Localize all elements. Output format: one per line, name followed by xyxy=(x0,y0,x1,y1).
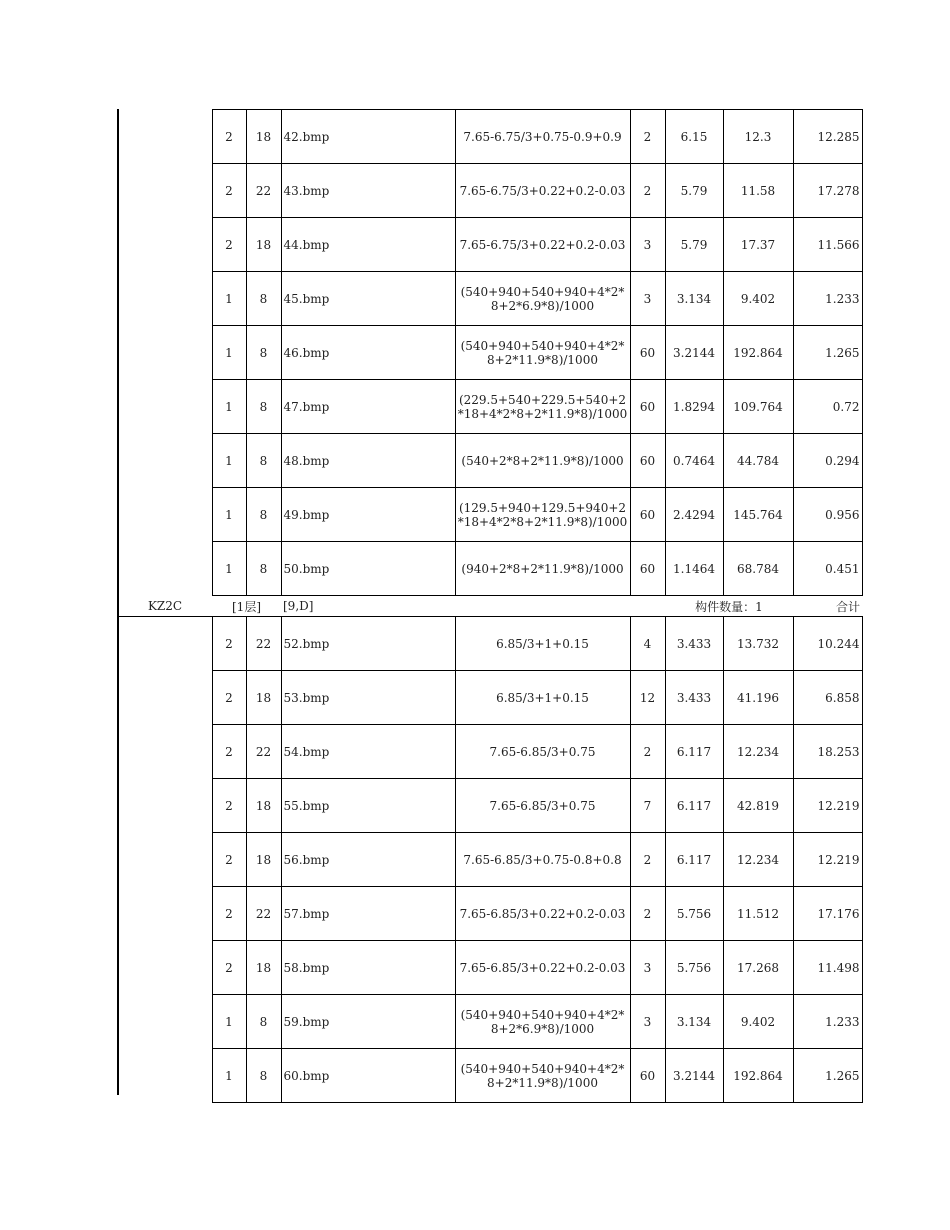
weight-cell: 0.956 xyxy=(793,488,862,542)
total-length-cell: 41.196 xyxy=(723,671,793,725)
weight-cell: 0.294 xyxy=(793,434,862,488)
single-length-cell: 3.134 xyxy=(665,995,723,1049)
single-length-cell: 2.4294 xyxy=(665,488,723,542)
count-cell: 4 xyxy=(630,617,665,671)
single-length-cell: 3.2144 xyxy=(665,1049,723,1103)
formula-cell: 7.65-6.75/3+0.22+0.2-0.03 xyxy=(455,164,630,218)
weight-cell: 12.219 xyxy=(793,779,862,833)
count-cell: 60 xyxy=(630,542,665,596)
formula-cell: (129.5+940+129.5+940+2*18+4*2*8+2*11.9*8)/1000 xyxy=(455,488,630,542)
table-row xyxy=(118,779,862,833)
total-length-cell: 192.864 xyxy=(723,326,793,380)
table-row xyxy=(118,272,862,326)
weight-cell: 17.176 xyxy=(793,887,862,941)
grade-cell: 2 xyxy=(212,941,246,995)
shape-cell: 60.bmp xyxy=(281,1049,455,1103)
table-row xyxy=(118,617,862,671)
count-cell: 3 xyxy=(630,218,665,272)
single-length-cell: 3.134 xyxy=(665,272,723,326)
count-cell: 3 xyxy=(630,272,665,326)
diameter-cell: 22 xyxy=(246,617,281,671)
component-count: 构件数量：1 xyxy=(665,596,793,617)
single-length-cell: 6.117 xyxy=(665,779,723,833)
weight-cell: 11.566 xyxy=(793,218,862,272)
grade-cell: 1 xyxy=(212,542,246,596)
block1-body xyxy=(118,110,862,596)
weight-cell: 1.265 xyxy=(793,1049,862,1103)
total-length-cell: 17.268 xyxy=(723,941,793,995)
shape-cell: 46.bmp xyxy=(281,326,455,380)
total-length-cell: 9.402 xyxy=(723,995,793,1049)
single-length-cell: 0.7464 xyxy=(665,434,723,488)
formula-cell: 7.65-6.75/3+0.75-0.9+0.9 xyxy=(455,110,630,164)
blank-cell xyxy=(118,434,212,488)
blank-cell xyxy=(118,488,212,542)
shape-cell: 56.bmp xyxy=(281,833,455,887)
blank-cell xyxy=(118,671,212,725)
grade-cell: 2 xyxy=(212,887,246,941)
count-cell: 2 xyxy=(630,110,665,164)
component-total-label: 合计 xyxy=(793,596,862,617)
total-length-cell: 13.732 xyxy=(723,617,793,671)
total-length-cell: 11.58 xyxy=(723,164,793,218)
count-cell: 2 xyxy=(630,887,665,941)
weight-cell: 10.244 xyxy=(793,617,862,671)
single-length-cell: 6.117 xyxy=(665,833,723,887)
formula-cell: 7.65-6.75/3+0.22+0.2-0.03 xyxy=(455,218,630,272)
table-row xyxy=(118,164,862,218)
blank-cell xyxy=(118,617,212,671)
diameter-cell: 22 xyxy=(246,887,281,941)
grade-cell: 1 xyxy=(212,434,246,488)
formula-cell: 7.65-6.85/3+0.75-0.8+0.8 xyxy=(455,833,630,887)
table-row xyxy=(118,326,862,380)
diameter-cell: 22 xyxy=(246,725,281,779)
grade-cell: 1 xyxy=(212,995,246,1049)
weight-cell: 1.233 xyxy=(793,272,862,326)
shape-cell: 58.bmp xyxy=(281,941,455,995)
single-length-cell: 3.433 xyxy=(665,671,723,725)
weight-cell: 1.233 xyxy=(793,995,862,1049)
formula-cell: 7.65-6.85/3+0.75 xyxy=(455,779,630,833)
table-row xyxy=(118,218,862,272)
weight-cell: 1.265 xyxy=(793,326,862,380)
count-cell: 60 xyxy=(630,434,665,488)
single-length-cell: 6.15 xyxy=(665,110,723,164)
blank-cell xyxy=(118,110,212,164)
grade-cell: 2 xyxy=(212,218,246,272)
blank-cell xyxy=(118,542,212,596)
count-cell: 7 xyxy=(630,779,665,833)
shape-cell: 47.bmp xyxy=(281,380,455,434)
single-length-cell: 1.8294 xyxy=(665,380,723,434)
grade-cell: 1 xyxy=(212,488,246,542)
single-length-cell: 5.79 xyxy=(665,164,723,218)
blank-cell xyxy=(118,1049,212,1103)
diameter-cell: 8 xyxy=(246,542,281,596)
diameter-cell: 18 xyxy=(246,941,281,995)
single-length-cell: 1.1464 xyxy=(665,542,723,596)
shape-cell: 52.bmp xyxy=(281,617,455,671)
total-length-cell: 12.234 xyxy=(723,833,793,887)
table-row xyxy=(118,110,862,164)
total-length-cell: 42.819 xyxy=(723,779,793,833)
blank-cell xyxy=(118,380,212,434)
formula-cell: (540+940+540+940+4*2*8+2*11.9*8)/1000 xyxy=(455,326,630,380)
single-length-cell: 6.117 xyxy=(665,725,723,779)
weight-cell: 12.285 xyxy=(793,110,862,164)
blank-cell xyxy=(118,218,212,272)
shape-cell: 44.bmp xyxy=(281,218,455,272)
table-row xyxy=(118,941,862,995)
grade-cell: 1 xyxy=(212,326,246,380)
shape-cell: 42.bmp xyxy=(281,110,455,164)
table-row xyxy=(118,380,862,434)
table-row xyxy=(118,488,862,542)
single-length-cell: 5.79 xyxy=(665,218,723,272)
total-length-cell: 68.784 xyxy=(723,542,793,596)
grade-cell: 2 xyxy=(212,833,246,887)
blank-cell xyxy=(118,995,212,1049)
table-row xyxy=(118,995,862,1049)
grade-cell: 2 xyxy=(212,164,246,218)
formula-cell: (540+940+540+940+4*2*8+2*11.9*8)/1000 xyxy=(455,1049,630,1103)
shape-cell: 59.bmp xyxy=(281,995,455,1049)
total-length-cell: 9.402 xyxy=(723,272,793,326)
count-cell: 60 xyxy=(630,380,665,434)
formula-cell: (540+2*8+2*11.9*8)/1000 xyxy=(455,434,630,488)
formula-cell: 7.65-6.85/3+0.22+0.2-0.03 xyxy=(455,941,630,995)
weight-cell: 0.72 xyxy=(793,380,862,434)
diameter-cell: 8 xyxy=(246,272,281,326)
rebar-schedule-sheet xyxy=(118,109,862,1103)
blank-cell xyxy=(118,326,212,380)
total-length-cell: 192.864 xyxy=(723,1049,793,1103)
single-length-cell: 3.433 xyxy=(665,617,723,671)
shape-cell: 50.bmp xyxy=(281,542,455,596)
diameter-cell: 22 xyxy=(246,164,281,218)
blank-cell xyxy=(118,725,212,779)
total-length-cell: 12.3 xyxy=(723,110,793,164)
shape-cell: 49.bmp xyxy=(281,488,455,542)
weight-cell: 6.858 xyxy=(793,671,862,725)
grade-cell: 2 xyxy=(212,671,246,725)
weight-cell: 0.451 xyxy=(793,542,862,596)
formula-cell: (940+2*8+2*11.9*8)/1000 xyxy=(455,542,630,596)
diameter-cell: 18 xyxy=(246,110,281,164)
total-length-cell: 109.764 xyxy=(723,380,793,434)
grade-cell: 2 xyxy=(212,779,246,833)
table-row xyxy=(118,542,862,596)
formula-cell: (540+940+540+940+4*2*8+2*6.9*8)/1000 xyxy=(455,995,630,1049)
count-cell: 2 xyxy=(630,725,665,779)
table-row xyxy=(118,887,862,941)
count-cell: 3 xyxy=(630,995,665,1049)
formula-cell: (229.5+540+229.5+540+2*18+4*2*8+2*11.9*8)/1000 xyxy=(455,380,630,434)
grade-cell: 1 xyxy=(212,1049,246,1103)
weight-cell: 18.253 xyxy=(793,725,862,779)
weight-cell: 12.219 xyxy=(793,833,862,887)
diameter-cell: 8 xyxy=(246,1049,281,1103)
count-cell: 3 xyxy=(630,941,665,995)
component-header xyxy=(118,596,862,617)
blank-cell xyxy=(118,164,212,218)
diameter-cell: 18 xyxy=(246,671,281,725)
grade-cell: 2 xyxy=(212,725,246,779)
diameter-cell: 18 xyxy=(246,218,281,272)
blank-cell xyxy=(118,941,212,995)
rebar-table xyxy=(118,109,863,1103)
total-length-cell: 145.764 xyxy=(723,488,793,542)
shape-cell: 54.bmp xyxy=(281,725,455,779)
total-length-cell: 11.512 xyxy=(723,887,793,941)
table-row xyxy=(118,1049,862,1103)
single-length-cell: 5.756 xyxy=(665,941,723,995)
shape-cell: 53.bmp xyxy=(281,671,455,725)
shape-cell: 45.bmp xyxy=(281,272,455,326)
blank-cell xyxy=(118,779,212,833)
formula-cell: 7.65-6.85/3+0.75 xyxy=(455,725,630,779)
total-length-cell: 44.784 xyxy=(723,434,793,488)
single-length-cell: 3.2144 xyxy=(665,326,723,380)
diameter-cell: 8 xyxy=(246,434,281,488)
weight-cell: 11.498 xyxy=(793,941,862,995)
single-length-cell: 5.756 xyxy=(665,887,723,941)
total-length-cell: 17.37 xyxy=(723,218,793,272)
diameter-cell: 8 xyxy=(246,380,281,434)
count-cell: 2 xyxy=(630,833,665,887)
diameter-cell: 8 xyxy=(246,326,281,380)
shape-cell: 48.bmp xyxy=(281,434,455,488)
component-name: KZ2C xyxy=(118,596,212,617)
formula-cell: 7.65-6.85/3+0.22+0.2-0.03 xyxy=(455,887,630,941)
shape-cell: 57.bmp xyxy=(281,887,455,941)
total-length-cell: 12.234 xyxy=(723,725,793,779)
block2-body xyxy=(118,617,862,1103)
diameter-cell: 18 xyxy=(246,833,281,887)
diameter-cell: 18 xyxy=(246,779,281,833)
formula-cell: 6.85/3+1+0.15 xyxy=(455,671,630,725)
grade-cell: 1 xyxy=(212,272,246,326)
shape-cell: 43.bmp xyxy=(281,164,455,218)
component-axis: [9,D] xyxy=(281,596,630,617)
count-cell: 12 xyxy=(630,671,665,725)
count-cell: 60 xyxy=(630,1049,665,1103)
table-row xyxy=(118,725,862,779)
weight-cell: 17.278 xyxy=(793,164,862,218)
formula-cell: (540+940+540+940+4*2*8+2*6.9*8)/1000 xyxy=(455,272,630,326)
shape-cell: 55.bmp xyxy=(281,779,455,833)
diameter-cell: 8 xyxy=(246,995,281,1049)
count-cell: 60 xyxy=(630,326,665,380)
table-row xyxy=(118,434,862,488)
diameter-cell: 8 xyxy=(246,488,281,542)
table-row xyxy=(118,671,862,725)
grade-cell: 2 xyxy=(212,110,246,164)
blank-cell xyxy=(118,272,212,326)
count-cell: 2 xyxy=(630,164,665,218)
grade-cell: 1 xyxy=(212,380,246,434)
blank-cell xyxy=(118,833,212,887)
count-cell: 60 xyxy=(630,488,665,542)
formula-cell: 6.85/3+1+0.15 xyxy=(455,617,630,671)
table-row xyxy=(118,833,862,887)
blank-cell xyxy=(118,887,212,941)
component-floor: [1层] xyxy=(212,596,281,617)
grade-cell: 2 xyxy=(212,617,246,671)
